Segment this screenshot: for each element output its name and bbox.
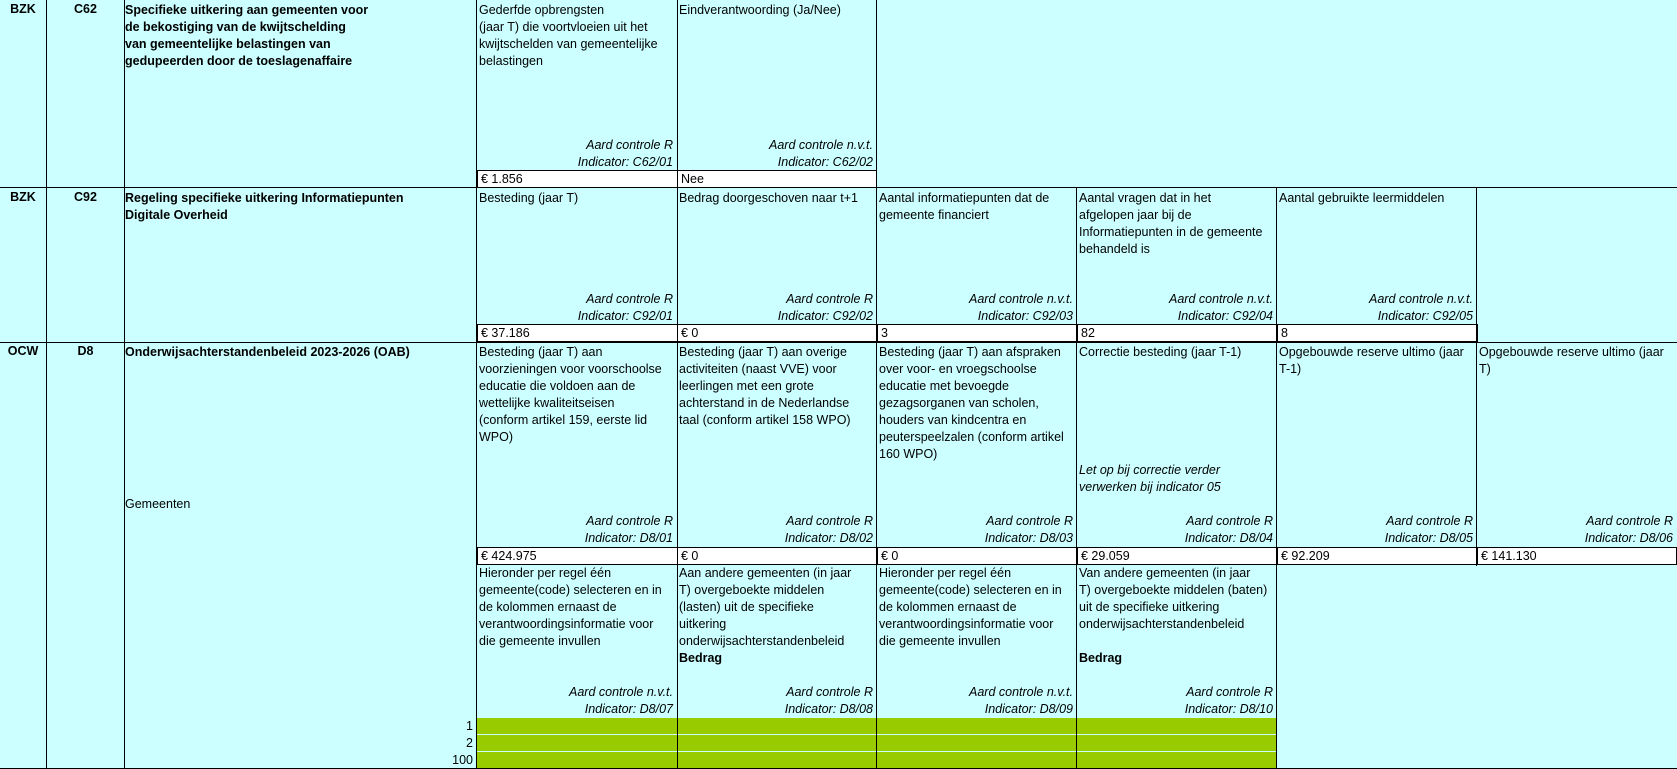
value-cell-c62-02[interactable]: Nee bbox=[677, 170, 877, 188]
regulation-title: Onderwijsachterstandenbeleid 2023-2026 (OAB) bbox=[125, 345, 410, 359]
indicator-code: Indicator: C92/04 bbox=[1177, 309, 1273, 323]
control-type: Aard controle n.v.t. bbox=[569, 685, 673, 699]
control-type: Aard controle R bbox=[786, 685, 873, 699]
input-row-2[interactable] bbox=[477, 735, 1277, 751]
control-type: Aard controle R bbox=[586, 138, 673, 152]
indicator-description: Besteding (jaar T) aan afspraken over voor- en vroegschoolse educatie met bevoegde gezagsorganen van scholen, houders van kindcentra en peuterspeelzalen (conform artikel 160 WPO) bbox=[879, 345, 1064, 461]
sub-label: Gemeenten bbox=[125, 497, 191, 511]
indicator-code: Indicator: D8/10 bbox=[1184, 702, 1273, 716]
regulation-title: Specifieke uitkering aan gemeenten voor de bekostiging van de kwijtschelding van gemeentelijke belastingen van gedupeerden door de toeslagenaffaire bbox=[125, 3, 369, 68]
value-cell-c92-05[interactable]: 8 bbox=[1277, 324, 1478, 342]
indicator-code: Indicator: D8/07 bbox=[584, 702, 673, 716]
correction-note: Let op bij correctie verder verwerken bij indicator 05 bbox=[1079, 463, 1221, 494]
indicator-description: Eindverantwoording (Ja/Nee) bbox=[679, 3, 841, 17]
value-cell-d8-05[interactable]: € 92.209 bbox=[1277, 547, 1478, 565]
indicator-description: Aantal informatiepunten dat de gemeente financiert bbox=[879, 191, 1050, 222]
value-cell-c62-01[interactable]: € 1.856 bbox=[477, 170, 678, 188]
indicator-description: Aantal vragen dat in het afgelopen jaar bij de Informatiepunten in de gemeente behandeld is bbox=[1079, 191, 1263, 256]
value-cell-d8-03[interactable]: € 0 bbox=[877, 547, 1078, 565]
value-cell-c92-02[interactable]: € 0 bbox=[677, 324, 878, 342]
indicator-description: Opgebouwde reserve ultimo (jaar T) bbox=[1479, 345, 1664, 376]
control-type: Aard controle R bbox=[786, 514, 873, 528]
code-cell: C92 bbox=[74, 190, 97, 204]
indicator-description: Van andere gemeenten (in jaar T) overgeboekte middelen (baten) uit de specifieke uitkering onderwijsachterstandenbeleid Bedrag bbox=[1079, 566, 1268, 665]
indicator-code: Indicator: D8/02 bbox=[784, 531, 873, 545]
indicator-code: Indicator: D8/09 bbox=[984, 702, 1073, 716]
row-number: 1 bbox=[466, 719, 473, 733]
value-cell-d8-04[interactable]: € 29.059 bbox=[1077, 547, 1278, 565]
value-cell-d8-06[interactable]: € 141.130 bbox=[1477, 547, 1677, 565]
indicator-code: Indicator: C92/02 bbox=[777, 309, 873, 323]
indicator-code: Indicator: D8/04 bbox=[1184, 531, 1273, 545]
row-number: 100 bbox=[452, 753, 473, 767]
indicator-description: Aantal gebruikte leermiddelen bbox=[1279, 191, 1445, 205]
input-row-100[interactable] bbox=[477, 752, 1277, 768]
indicator-description: Hieronder per regel één gemeente(code) selecteren en in de kolommen ernaast de verantwoordingsinformatie voor die gemeente invullen bbox=[479, 566, 662, 648]
regulation-title: Regeling specifieke uitkering Informatiepunten Digitale Overheid bbox=[125, 191, 404, 222]
control-type: Aard controle n.v.t. bbox=[1369, 292, 1473, 306]
indicator-code: Indicator: C92/01 bbox=[577, 309, 673, 323]
indicator-description: Besteding (jaar T) aan voorzieningen voor voorschoolse educatie die voldoen aan de wettelijke kwaliteitseisen (conform artikel 159, eerste lid WPO) bbox=[479, 345, 662, 444]
indicator-description: Aan andere gemeenten (in jaar T) overgeboekte middelen (lasten) uit de specifieke uitkering onderwijsachterstandenbeleid Bedrag bbox=[679, 566, 852, 665]
control-type: Aard controle n.v.t. bbox=[969, 292, 1073, 306]
indicator-description: Opgebouwde reserve ultimo (jaar T-1) bbox=[1279, 345, 1464, 376]
indicator-code: Indicator: D8/08 bbox=[784, 702, 873, 716]
indicator-code: Indicator: C92/03 bbox=[977, 309, 1073, 323]
control-type: Aard controle R bbox=[786, 292, 873, 306]
control-type: Aard controle R bbox=[1386, 514, 1473, 528]
control-type: Aard controle R bbox=[586, 514, 673, 528]
control-type: Aard controle R bbox=[986, 514, 1073, 528]
input-row-1[interactable] bbox=[477, 718, 1277, 734]
code-cell: C62 bbox=[74, 2, 97, 16]
control-type: Aard controle R bbox=[1586, 514, 1673, 528]
indicator-description: Bedrag doorgeschoven naar t+1 bbox=[679, 191, 858, 205]
indicator-description: Besteding (jaar T) bbox=[479, 191, 579, 205]
indicator-code: Indicator: D8/05 bbox=[1384, 531, 1473, 545]
control-type: Aard controle R bbox=[586, 292, 673, 306]
control-type: Aard controle R bbox=[1186, 685, 1273, 699]
indicator-code: Indicator: D8/01 bbox=[584, 531, 673, 545]
control-type: Aard controle n.v.t. bbox=[769, 138, 873, 152]
value-cell-c92-01[interactable]: € 37.186 bbox=[477, 324, 678, 342]
indicator-code: Indicator: C62/01 bbox=[577, 155, 673, 169]
control-type: Aard controle R bbox=[1186, 514, 1273, 528]
indicator-description: Gederfde opbrengsten (jaar T) die voortvloeien uit het kwijtschelden van gemeentelijke belastingen bbox=[479, 3, 658, 68]
indicator-description: Correctie besteding (jaar T-1) bbox=[1079, 345, 1242, 359]
indicator-code: Indicator: D8/03 bbox=[984, 531, 1073, 545]
indicator-code: Indicator: C62/02 bbox=[777, 155, 873, 169]
value-cell-c92-04[interactable]: 82 bbox=[1077, 324, 1278, 342]
row-number: 2 bbox=[466, 736, 473, 750]
indicator-description: Besteding (jaar T) aan overige activiteiten (naast VVE) voor leerlingen met een grote achterstand in de Nederlandse taal (conform artikel 158 WPO) bbox=[679, 345, 851, 427]
ministry-cell: BZK bbox=[10, 190, 36, 204]
ministry-cell: BZK bbox=[10, 2, 36, 16]
value-cell-c92-03[interactable]: 3 bbox=[877, 324, 1078, 342]
control-type: Aard controle n.v.t. bbox=[1169, 292, 1273, 306]
control-type: Aard controle n.v.t. bbox=[969, 685, 1073, 699]
indicator-code: Indicator: D8/06 bbox=[1584, 531, 1673, 545]
ministry-cell: OCW bbox=[7, 344, 39, 358]
value-cell-d8-02[interactable]: € 0 bbox=[677, 547, 878, 565]
value-cell-d8-01[interactable]: € 424.975 bbox=[477, 547, 678, 565]
indicator-code: Indicator: C92/05 bbox=[1377, 309, 1473, 323]
indicator-description: Hieronder per regel één gemeente(code) selecteren en in de kolommen ernaast de verantwoordingsinformatie voor die gemeente invullen bbox=[879, 566, 1062, 648]
code-cell: D8 bbox=[77, 344, 94, 358]
